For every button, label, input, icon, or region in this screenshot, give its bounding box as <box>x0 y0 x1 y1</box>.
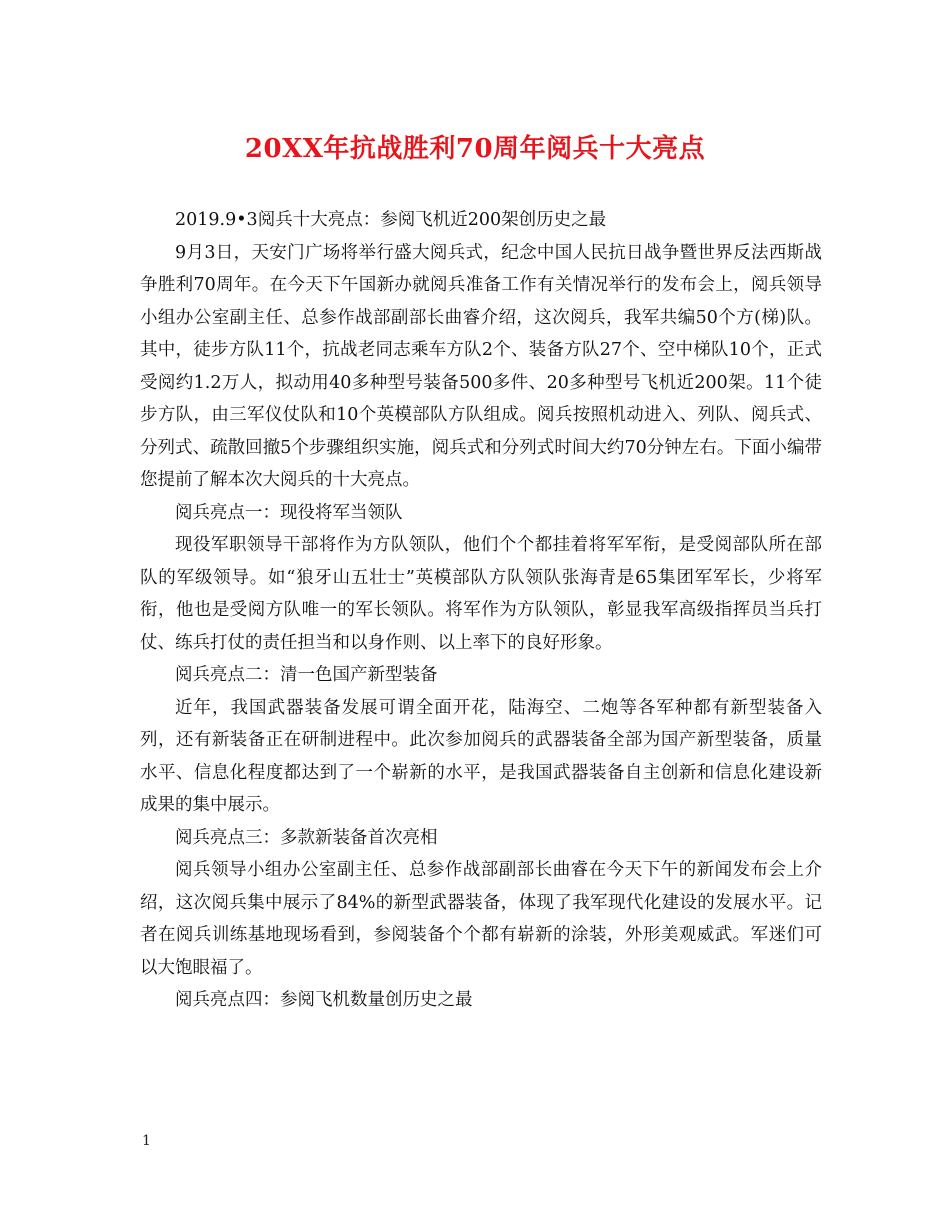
section-heading-3: 阅兵亮点三：多款新装备首次亮相 <box>175 827 438 848</box>
paragraph-section-1: 现役军职领导干部将作为方队领队，他们个个都挂着将军军衔，是受阅部队所在部队的军级领导。如“狼牙山五壮士”英模部队方队领队张海青是65集团军军长，少将军衔，他也是受阅方队唯一的军长领队。将军作为方队领队，彰显我军高级指挥员当兵打仗、练兵打仗的责任担当和以身作则、以上率下的良好形象。 <box>140 535 822 653</box>
page-number: 1 <box>142 1133 151 1149</box>
paragraph-section-3: 阅兵领导小组办公室副主任、总参作战部副部长曲睿在今天下午的新闻发布会上介绍，这次阅兵集中展示了84%的新型武器装备，体现了我军现代化建设的发展水平。记者在阅兵训练基地现场看到，参阅装备个个都有崭新的涂装，外形美观威武。军迷们可以大饱眼福了。 <box>140 860 822 978</box>
section-heading-4: 阅兵亮点四：参阅飞机数量创历史之最 <box>175 990 473 1010</box>
paragraph-section-2: 近年，我国武器装备发展可谓全面开花，陆海空、二炮等各军种都有新型装备入列，还有新装备正在研制进程中。此次参加阅兵的武器装备全部为国产新型装备，质量水平、信息化程度都达到了一个崭新的水平，是我国武器装备自主创新和信息化建设新成果的集中展示。 <box>140 697 822 815</box>
section-heading-1: 阅兵亮点一：现役将军当领队 <box>175 502 403 523</box>
paragraph-subtitle: 2019.9•3阅兵十大亮点：参阅飞机近200架创历史之最 <box>175 210 607 230</box>
document-body <box>140 204 822 1017</box>
document-title: 20XX年抗战胜利70周年阅兵十大亮点 <box>244 134 706 164</box>
paragraph-intro: 9月3日，天安门广场将举行盛大阅兵式，纪念中国人民抗日战争暨世界反法西斯战争胜利70周年。在今天下午国新办就阅兵准备工作有关情况举行的发布会上，阅兵领导小组办公室副主任、总参作战部副部长曲睿介绍，这次阅兵，我军共编50个方(梯)队。其中，徒步方队11个，抗战老同志乘车方队2个、装备方队27个、空中梯队10个，正式受阅约1.2万人，拟动用40多种型号装备500多件、20多种型号飞机近200架。11个徒步方队，由三军仪仗队和10个英模部队方队组成。阅兵按照机动进入、列队、阅兵式、分列式、疏散回撤5个步骤组织实施，阅兵式和分列式时间大约70分钟左右。下面小编带您提前了解本次大阅兵的十大亮点。 <box>140 242 822 490</box>
section-heading-2: 阅兵亮点二：清一色国产新型装备 <box>175 665 438 685</box>
